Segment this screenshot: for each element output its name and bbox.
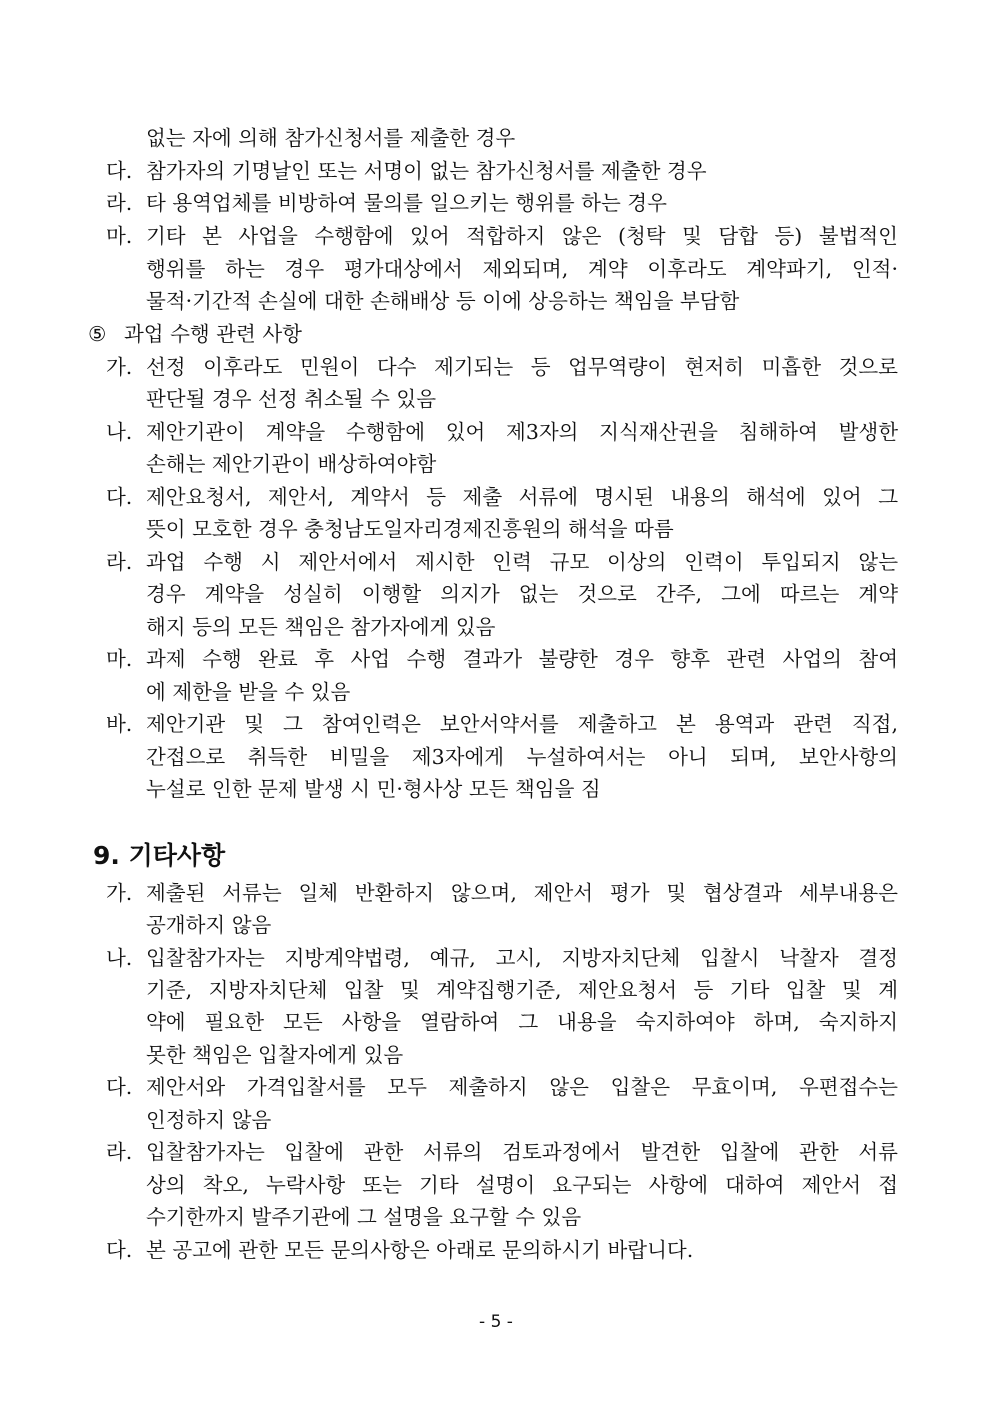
line-text: 기타 본 사업을 수행함에 있어 적합하지 않은 (청탁 및 담합 등) 불법적인 <box>146 224 898 248</box>
line-text: 본 공고에 관한 모든 문의사항은 아래로 문의하시기 바랍니다. <box>146 1238 694 1262</box>
line-text: 뜻이 모호한 경우 충청남도일자리경제진흥원의 해석을 따름 <box>146 517 674 541</box>
list-item-continuation <box>0 1039 992 1071</box>
list-item-continuation <box>0 253 992 285</box>
list-item <box>0 877 992 909</box>
line-text: 공개하지 않음 <box>146 913 272 937</box>
list-item-continuation <box>0 1169 992 1201</box>
line-text: 제안서와 가격입찰서를 모두 제출하지 않은 입찰은 무효이며, 우편접수는 <box>146 1075 898 1099</box>
line-text: 물적·기간적 손실에 대한 손해배상 등 이에 상응하는 책임을 부담함 <box>146 289 740 313</box>
item-marker: 가. <box>106 881 133 905</box>
list-item <box>0 643 992 675</box>
line-text: 상의 착오, 누락사항 또는 기타 설명이 요구되는 사항에 대하여 제안서 접 <box>146 1173 898 1197</box>
line-text: 기준, 지방자치단체 입찰 및 계약집행기준, 제안요청서 등 기타 입찰 및 계 <box>146 978 898 1002</box>
line-text: 없는 자에 의해 참가신청서를 제출한 경우 <box>146 126 516 150</box>
line-text: 손해는 제안기관이 배상하여야함 <box>146 452 437 476</box>
line-text: 제안기관이 계약을 수행함에 있어 제3자의 지식재산권을 침해하여 발생한 <box>146 420 898 444</box>
page-number: - 5 - <box>479 1312 513 1332</box>
item-marker: 다. <box>106 159 133 183</box>
list-item <box>0 1234 992 1266</box>
list-item-continuation <box>0 1006 992 1038</box>
list-item <box>0 155 992 187</box>
line-text: 선정 이후라도 민원이 다수 제기되는 등 업무역량이 현저히 미흡한 것으로 <box>146 355 898 379</box>
line-text: 입찰참가자는 지방계약법령, 예규, 고시, 지방자치단체 입찰시 낙찰자 결정 <box>146 946 898 970</box>
line-text: 타 용역업체를 비방하여 물의를 일으키는 행위를 하는 경우 <box>146 191 667 215</box>
circled-number: ⑤ <box>88 322 107 346</box>
list-item-continuation <box>0 741 992 773</box>
line-text: 참가자의 기명날인 또는 서명이 없는 참가신청서를 제출한 경우 <box>146 159 707 183</box>
line-text: 인정하지 않음 <box>146 1108 272 1132</box>
continuation-line <box>0 122 992 154</box>
list-item <box>0 220 992 252</box>
line-text: 수기한까지 발주기관에 그 설명을 요구할 수 있음 <box>146 1205 582 1229</box>
item-marker: 다. <box>106 1238 133 1262</box>
list-item-continuation <box>0 1201 992 1233</box>
item-marker: 마. <box>106 647 133 671</box>
list-item-continuation <box>0 676 992 708</box>
list-item <box>0 1071 992 1103</box>
item-marker: 다. <box>106 1075 133 1099</box>
item-marker: 바. <box>106 712 133 736</box>
item-marker: 다. <box>106 485 133 509</box>
line-text: 판단될 경우 선정 취소될 수 있음 <box>146 387 437 411</box>
line-text: 간접으로 취득한 비밀을 제3자에게 누설하여서는 아니 되며, 보안사항의 <box>146 745 898 769</box>
item-marker: 나. <box>106 946 133 970</box>
line-text: 누설로 인한 문제 발생 시 민·형사상 모든 책임을 짐 <box>146 777 601 801</box>
list-item-continuation <box>0 285 992 317</box>
list-item-continuation <box>0 773 992 805</box>
list-item-continuation <box>0 611 992 643</box>
list-item <box>0 187 992 219</box>
item-marker: 라. <box>106 191 133 215</box>
list-item-continuation <box>0 974 992 1006</box>
line-text: 경우 계약을 성실히 이행할 의지가 없는 것으로 간주, 그에 따르는 계약 <box>146 582 898 606</box>
list-item-continuation <box>0 578 992 610</box>
list-item <box>0 942 992 974</box>
item-marker: 가. <box>106 355 133 379</box>
list-item <box>0 416 992 448</box>
item-marker: 라. <box>106 550 133 574</box>
list-item <box>0 1136 992 1168</box>
line-text: 제출된 서류는 일체 반환하지 않으며, 제안서 평가 및 협상결과 세부내용은 <box>146 881 898 905</box>
list-item <box>0 546 992 578</box>
list-item <box>0 351 992 383</box>
section-heading: 9. 기타사항 <box>93 841 226 870</box>
list-item <box>0 708 992 740</box>
line-text: 제안기관 및 그 참여인력은 보안서약서를 제출하고 본 용역과 관련 직접, <box>146 712 898 736</box>
line-text: 약에 필요한 모든 사항을 열람하여 그 내용을 숙지하여야 하며, 숙지하지 <box>146 1010 898 1034</box>
line-text: 입찰참가자는 입찰에 관한 서류의 검토과정에서 발견한 입찰에 관한 서류 <box>146 1140 898 1164</box>
line-text: 행위를 하는 경우 평가대상에서 제외되며, 계약 이후라도 계약파기, 인적· <box>146 257 898 281</box>
line-text: 해지 등의 모든 책임은 참가자에게 있음 <box>146 615 496 639</box>
list-item-continuation <box>0 909 992 941</box>
list-item-continuation <box>0 1104 992 1136</box>
line-text: 제안요청서, 제안서, 계약서 등 제출 서류에 명시된 내용의 해석에 있어 그 <box>146 485 898 509</box>
subsection-title-text: 과업 수행 관련 사항 <box>124 322 302 346</box>
line-text: 과제 수행 완료 후 사업 수행 결과가 불량한 경우 향후 관련 사업의 참여 <box>146 647 898 671</box>
subsection-title <box>0 318 992 350</box>
line-text: 못한 책임은 입찰자에게 있음 <box>146 1043 404 1067</box>
item-marker: 마. <box>106 224 133 248</box>
item-marker: 라. <box>106 1140 133 1164</box>
list-item-continuation <box>0 513 992 545</box>
line-text: 과업 수행 시 제안서에서 제시한 인력 규모 이상의 인력이 투입되지 않는 <box>146 550 898 574</box>
item-marker: 나. <box>106 420 133 444</box>
list-item <box>0 481 992 513</box>
line-text: 에 제한을 받을 수 있음 <box>146 680 351 704</box>
list-item-continuation <box>0 448 992 480</box>
list-item-continuation <box>0 383 992 415</box>
